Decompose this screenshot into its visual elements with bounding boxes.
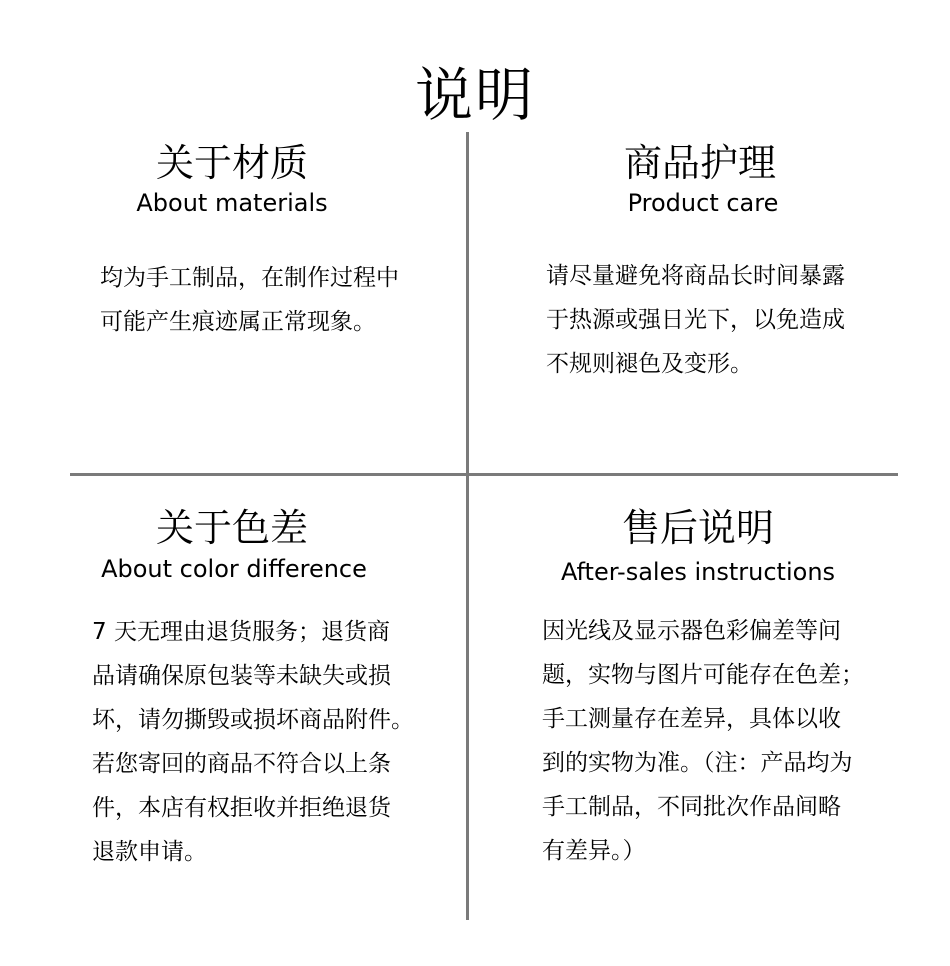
after-sales-text [542, 609, 864, 873]
text-line: 请尽量避免将商品长时间暴露 [546, 263, 845, 289]
color-difference-text [92, 610, 414, 874]
product-care-subtitle: Product care [627, 189, 779, 217]
materials-text [100, 256, 399, 344]
after-sales-subtitle: After-sales instructions [560, 558, 836, 586]
text-line: 有差异。） [542, 838, 646, 864]
text-line: 因光线及显示器色彩偏差等问 [542, 618, 841, 644]
text-line: 题，实物与图片可能存在色差； [542, 662, 864, 688]
text-line: 件，本店有权拒收并拒绝退货 [92, 795, 391, 821]
text-line: 均为手工制品，在制作过程中 [100, 265, 399, 291]
text-line: 退款申请。 [92, 839, 207, 865]
text-line: 到的实物为准。（注：产品均为 [542, 750, 853, 776]
color-difference-title: 关于色差 [155, 506, 308, 550]
product-care-title: 商品护理 [623, 141, 776, 185]
materials-title: 关于材质 [155, 141, 308, 185]
text-line: 于热源或强日光下，以免造成 [546, 307, 845, 333]
page-title: 说明 [414, 60, 535, 129]
text-line: 可能产生痕迹属正常现象。 [100, 309, 376, 335]
horizontal-divider [70, 473, 898, 476]
text-line: 若您寄回的商品不符合以上条 [92, 751, 391, 777]
vertical-divider [466, 132, 469, 920]
product-care-text [546, 254, 845, 386]
text-line: 手工测量存在差异，具体以收 [542, 706, 841, 732]
text-line: 手工制品，不同批次作品间略 [542, 794, 841, 820]
text-line: 7 天无理由退货服务；退货商 [92, 619, 390, 645]
after-sales-title: 售后说明 [621, 506, 774, 550]
color-difference-subtitle: About color difference [101, 555, 367, 583]
text-line: 坏，请勿撕毁或损坏商品附件。 [92, 707, 414, 733]
text-line: 不规则褪色及变形。 [546, 351, 753, 377]
materials-subtitle: About materials [136, 189, 328, 217]
text-line: 品请确保原包装等未缺失或损 [92, 663, 391, 689]
